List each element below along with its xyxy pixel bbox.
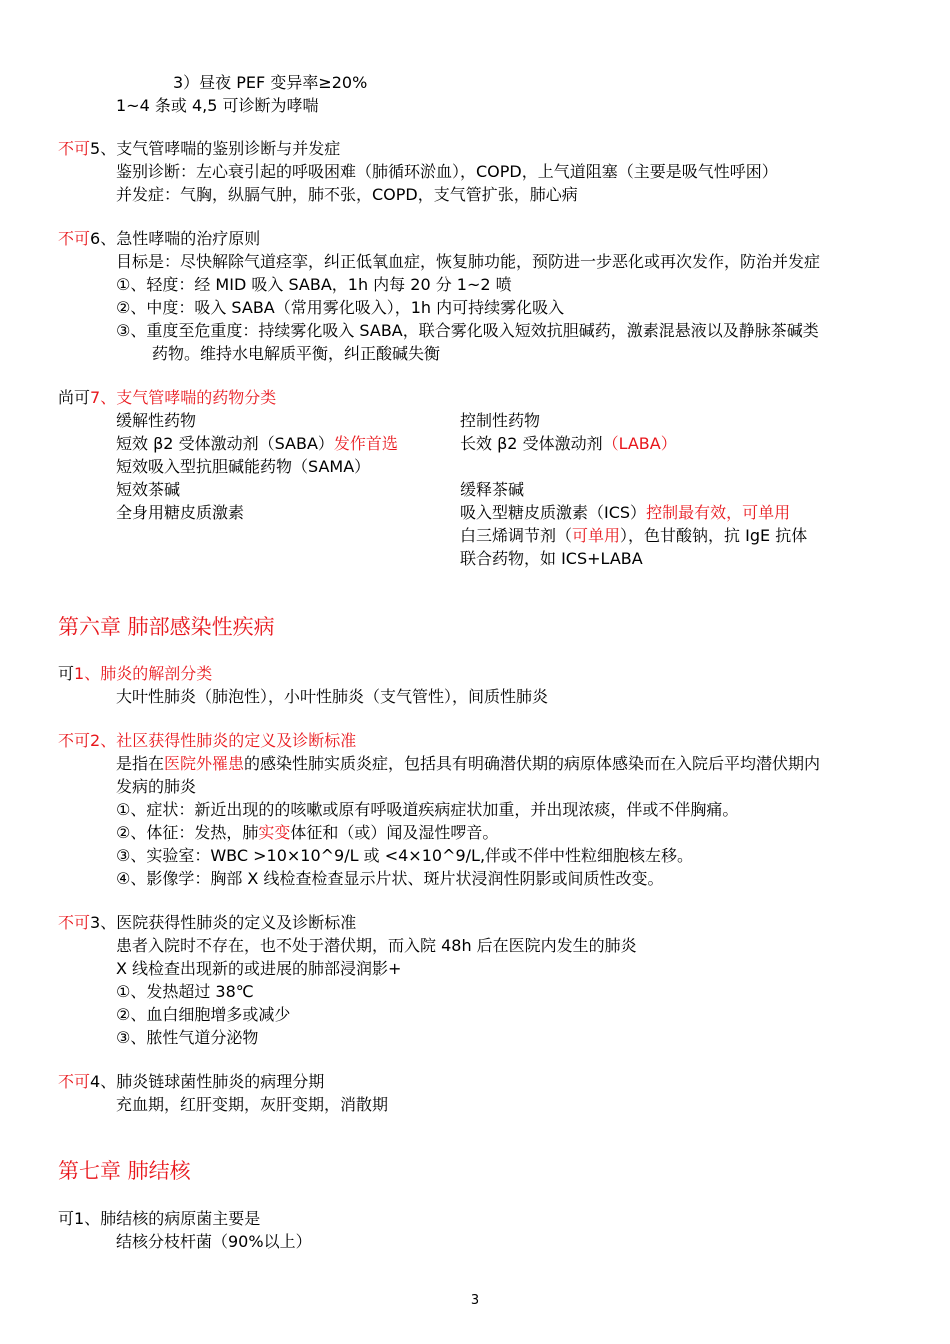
drug-note: （LABA） [602, 434, 677, 453]
drug-line [460, 433, 677, 455]
text-line: ③、实验室：WBC >10×10^9/L 或 <4×10^9/L,伴或不伴中性粒细胞核左移。 [116, 846, 694, 865]
drug-line: 全身用糖皮质激素 [116, 503, 245, 522]
section-heading [58, 1071, 324, 1093]
text-line: 发病的肺炎 [116, 777, 197, 796]
drug-note: 控制最有效，可单用 [646, 503, 791, 522]
drug-note: 发作首选 [333, 434, 398, 453]
chapter-title: 第六章 肺部感染性疾病 [58, 615, 275, 639]
text-line [116, 822, 498, 844]
priority-tag: 不可 [58, 731, 91, 750]
drug-note: 可单用 [572, 526, 621, 545]
drug-name: 短效 β2 受体激动剂（SABA） [116, 434, 334, 453]
section-title: 4、肺炎链球菌性肺炎的病理分期 [90, 1072, 325, 1091]
drug-name: ），色甘酸钠，抗 IgE 抗体 [620, 526, 808, 545]
text-line: ②、中度：吸入 SABA（常用雾化吸入），1h 内可持续雾化吸入 [116, 298, 565, 317]
text-line: 结核分枝杆菌（90%以上） [116, 1232, 312, 1251]
section-title: 1、肺炎的解剖分类 [74, 664, 213, 683]
section-heading [58, 663, 212, 685]
text-line: ①、发热超过 38℃ [116, 982, 254, 1001]
page-number: 3 [470, 1293, 480, 1308]
text-span: 的感染性肺实质炎症，包括具有明确潜伏期的病原体感染而在入院后平均潜伏期内 [244, 754, 821, 773]
highlight-span: 医院外罹患 [164, 754, 245, 773]
drug-line [460, 525, 807, 547]
drug-line: 短效吸入型抗胆碱能药物（SAMA） [116, 457, 371, 476]
drug-line [460, 502, 790, 524]
drug-line [116, 433, 398, 455]
drug-name: 白三烯调节剂（ [460, 526, 573, 545]
priority-tag: 不可 [58, 139, 91, 158]
drug-line: 联合药物，如 ICS+LABA [460, 549, 643, 568]
text-line: ②、血白细胞增多或减少 [116, 1005, 291, 1024]
text-line: X 线检查出现新的或进展的肺部浸润影+ [116, 959, 402, 978]
text-line: 药物。维持水电解质平衡，纠正酸碱失衡 [152, 344, 441, 363]
section-title: 3、医院获得性肺炎的定义及诊断标准 [90, 913, 357, 932]
chapter-title: 第七章 肺结核 [58, 1159, 191, 1183]
relief-drugs-heading: 缓解性药物 [116, 411, 197, 430]
drug-line: 缓释茶碱 [460, 480, 525, 499]
text-line: ④、影像学：胸部 X 线检查检查显示片状、斑片状浸润性阴影或间质性改变。 [116, 869, 664, 888]
text-line [116, 753, 820, 775]
priority-tag: 不可 [58, 1072, 91, 1091]
criteria-summary: 1~4 条或 4,5 可诊断为哮喘 [116, 96, 319, 115]
text-line: 鉴别诊断：左心衰引起的呼吸困难（肺循环淤血），COPD，上气道阻塞（主要是吸气性呼困） [116, 162, 778, 181]
text-span: ②、体征：发热，肺 [116, 823, 259, 842]
text-span: 体征和（或）闻及湿性啰音。 [290, 823, 499, 842]
text-line: ①、轻度：经 MID 吸入 SABA，1h 内每 20 分 1~2 喷 [116, 275, 512, 294]
text-line: 大叶性肺炎（肺泡性），小叶性肺炎（支气管性），间质性肺炎 [116, 687, 549, 706]
section-title: 5、支气管哮喘的鉴别诊断与并发症 [90, 139, 341, 158]
section-heading [58, 1208, 260, 1230]
priority-tag: 尚可 [58, 388, 91, 407]
priority-tag: 不可 [58, 229, 91, 248]
text-line: ③、重度至危重度：持续雾化吸入 SABA，联合雾化吸入短效抗胆碱药，激素混悬液以及静脉茶碱类 [116, 321, 819, 340]
section-title: 2、社区获得性肺炎的定义及诊断标准 [90, 731, 357, 750]
priority-tag: 可 [58, 1209, 75, 1228]
section-heading [58, 387, 276, 409]
drug-name: 长效 β2 受体激动剂 [460, 434, 603, 453]
criteria-item-3: 3）昼夜 PEF 变异率≥20% [173, 73, 368, 92]
section-heading [58, 138, 340, 160]
section-title: 7、支气管哮喘的药物分类 [90, 388, 277, 407]
section-heading [58, 228, 260, 250]
text-line: 并发症：气胸，纵膈气肿，肺不张，COPD，支气管扩张，肺心病 [116, 185, 578, 204]
text-line: ①、症状：新近出现的的咳嗽或原有呼吸道疾病症状加重，并出现浓痰，伴或不伴胸痛。 [116, 800, 739, 819]
priority-tag: 不可 [58, 913, 91, 932]
drug-name: 吸入型糖皮质激素（ICS） [460, 503, 647, 522]
section-title: 6、急性哮喘的治疗原则 [90, 229, 261, 248]
text-span: 是指在 [116, 754, 165, 773]
text-line: 充血期，红肝变期，灰肝变期，消散期 [116, 1095, 389, 1114]
text-line: ③、脓性气道分泌物 [116, 1028, 259, 1047]
section-heading [58, 730, 356, 752]
drug-line: 短效茶碱 [116, 480, 181, 499]
text-line: 患者入院时不存在，也不处于潜伏期，而入院 48h 后在医院内发生的肺炎 [116, 936, 637, 955]
control-drugs-heading: 控制性药物 [460, 411, 541, 430]
section-title: 1、肺结核的病原菌主要是 [74, 1209, 261, 1228]
highlight-span: 实变 [258, 823, 291, 842]
text-line: 目标是：尽快解除气道痉挛，纠正低氧血症，恢复肺功能，预防进一步恶化或再次发作，防治并发症 [116, 252, 821, 271]
priority-tag: 可 [58, 664, 75, 683]
section-heading [58, 912, 356, 934]
